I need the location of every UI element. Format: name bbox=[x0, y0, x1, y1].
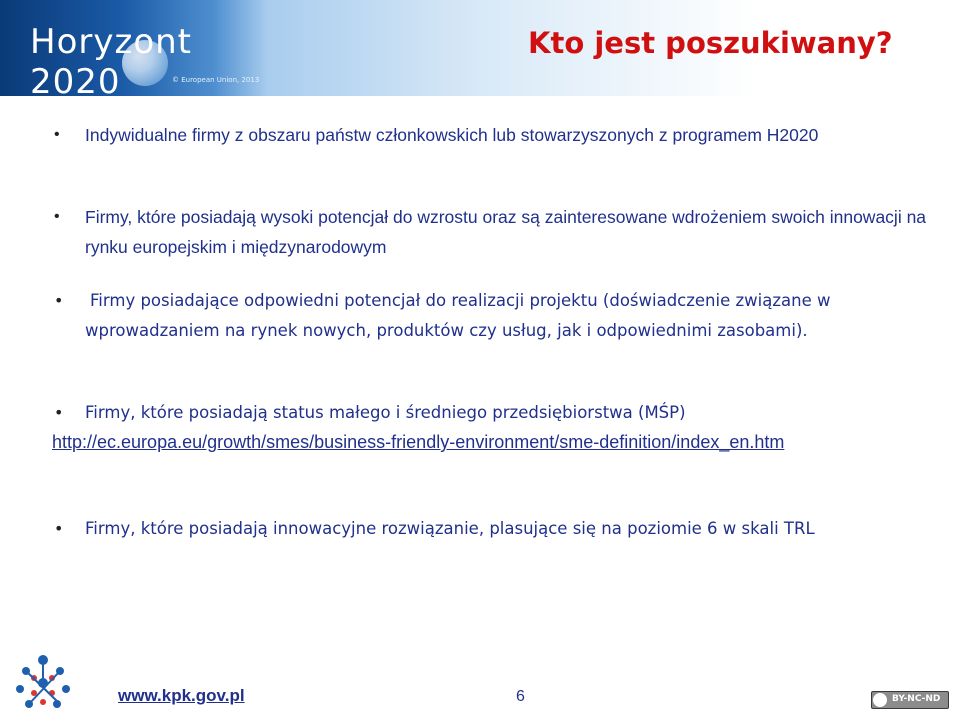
cc-license-badge bbox=[871, 691, 949, 709]
slide-header bbox=[0, 0, 960, 100]
bullet-item bbox=[52, 202, 945, 262]
bullet-icon: • bbox=[54, 126, 60, 143]
bullet-text: Firmy, które posiadają wysoki potencjał do wzrostu oraz są zainteresowane wdrożeniem swoich innowacji na rynku europejskim i międzynarodowym bbox=[85, 207, 927, 257]
bullet-icon: • bbox=[54, 291, 64, 310]
kpk-logo-icon bbox=[14, 654, 72, 712]
bullet-icon: • bbox=[54, 403, 64, 422]
bullet-item bbox=[52, 398, 945, 456]
eu-credit: © European Union, 2013 bbox=[172, 76, 260, 84]
bullet-item bbox=[52, 286, 945, 346]
footer-url-link[interactable]: www.kpk.gov.pl bbox=[118, 686, 245, 705]
bullet-text: Firmy, które posiadają status małego i średniego przedsiębiorstwa (MŚP) bbox=[85, 403, 686, 422]
bullet-item bbox=[52, 120, 945, 150]
bullet-icon: • bbox=[54, 208, 60, 225]
sme-definition-link[interactable]: http://ec.europa.eu/growth/smes/business-friendly-environment/sme-definition/index_en.htm bbox=[52, 432, 785, 452]
cc-icon bbox=[873, 693, 887, 707]
bullet-text: Firmy posiadające odpowiedni potencjał do realizacji projektu (doświadczenie związane w wprowadzaniem na rynek nowych, produktów czy usług, jak i odpowiednimi zasobami). bbox=[85, 291, 831, 340]
banner-logo-text: Horyzont 2020 bbox=[30, 22, 192, 102]
bullet-icon: • bbox=[54, 519, 64, 538]
license-text: BY-NC-ND bbox=[892, 694, 941, 704]
bullet-text: Indywidualne firmy z obszaru państw członkowskich lub stowarzyszonych z programem H2020 bbox=[85, 125, 819, 145]
slide-title: Kto jest poszukiwany? bbox=[528, 26, 893, 60]
horizon-2020-banner bbox=[0, 0, 268, 102]
bullet-item bbox=[52, 514, 945, 544]
bullet-text: Firmy, które posiadają innowacyjne rozwiązanie, plasujące się na poziomie 6 w skali TRL bbox=[85, 519, 815, 538]
page-number: 6 bbox=[516, 688, 525, 705]
